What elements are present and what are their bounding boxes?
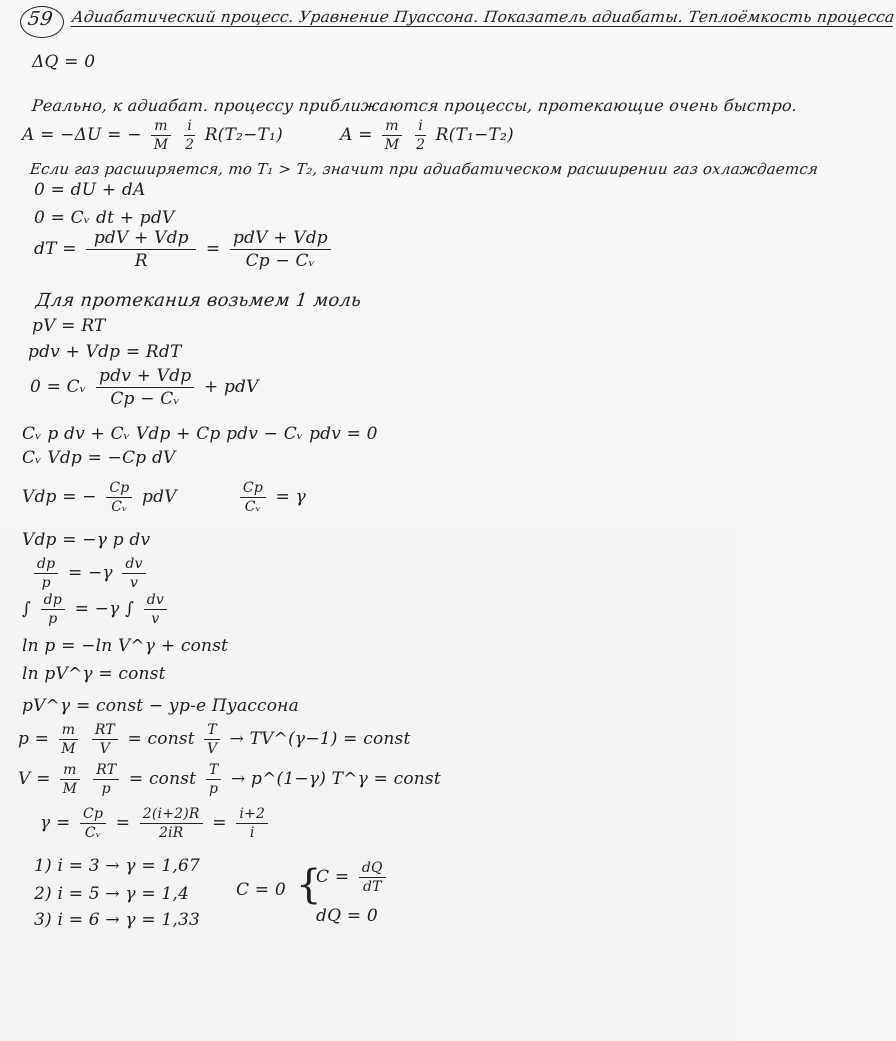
line-poisson: pV^γ = const − ур-е Пуассона <box>22 696 299 716</box>
line-case-2: 2) i = 5 → γ = 1,4 <box>34 884 190 904</box>
line-dp-over-p: $\frac{dp}{p}$ = −γ $\frac{dv}{v}$ <box>30 556 150 591</box>
line-expanded: Cᵥ p dv + Cᵥ Vdp + Cp pdv − Cᵥ pdv = 0 <box>22 424 378 444</box>
line-differential: pdv + Vdp = RdT <box>28 342 182 362</box>
heat-capacity-zero: dQ = 0 <box>316 906 378 926</box>
line-vdp-gamma: Vdp = −γ p dv <box>22 530 151 550</box>
line-log-const: ln pV^γ = const <box>22 664 166 684</box>
line-gamma: γ = $\frac{Cp}{\text{Cᵥ}}$ = $\frac{2(i+2)R}{2iR}$ = $\frac{i+2}{i}$ <box>40 806 272 841</box>
heat-capacity-def: C = $\frac{dQ}{dT}$ <box>316 860 390 895</box>
line-pv-rt: pV = RT <box>32 316 106 336</box>
line-cv-vdp: Cᵥ Vdp = −Cp dV <box>22 448 176 468</box>
line-expansion: Если газ расширяется, то T₁ > T₂, значит при адиабатическом расширении газ охлаждается <box>29 160 820 178</box>
question-number: 59 <box>26 8 55 30</box>
line-one-mole: Для протекания возьмем 1 моль <box>34 290 363 311</box>
frac-m-over-M: $\frac{m}{M}$ <box>151 118 170 153</box>
line-p-form: p = $\frac{m}{M}$ $\frac{RT}{V}$ = const $\frac{T}{V}$ → TV^(γ−1) = const <box>18 722 411 757</box>
line-case-1: 1) i = 3 → γ = 1,67 <box>34 856 201 876</box>
frac-i-over-2: $\frac{i}{2}$ <box>185 118 195 153</box>
line-integral: ∫ $\frac{dp}{p}$ = −γ ∫ $\frac{dv}{v}$ <box>22 592 171 627</box>
line-case-3: 3) i = 6 → γ = 1,33 <box>34 910 201 930</box>
line-v-form: V = $\frac{m}{M}$ $\frac{RT}{p}$ = const $\frac{T}{p}$ → p^(1−γ) T^γ = const <box>18 762 441 797</box>
line-substitution: 0 = Cᵥ $\frac{\text{pdv + Vdp}}{\text{Cp − Cᵥ}}$ + pdV <box>30 366 259 409</box>
line-vdp: Vdp = − $\frac{Cp}{\text{Cᵥ}}$ pdV $\frac{Cp}{\text{Cᵥ}}$ = γ <box>22 480 307 515</box>
curly-brace-icon: { <box>296 862 322 908</box>
line-dT: dT = $\frac{\text{pdV + Vdp}}{R}$ = $\frac{\text{pdV + Vdp}}{\text{Cp − Cᵥ}}$ <box>34 228 335 271</box>
line-dq: ΔQ = 0 <box>32 52 96 72</box>
line-energy-2: 0 = Cᵥ dt + pdV <box>34 208 175 228</box>
line-log: ln p = −ln V^γ + const <box>22 636 229 656</box>
line-real: Реально, к адиабат. процессу приближаются процессы, протекающие очень быстро. <box>31 96 799 115</box>
line-work: A = −ΔU = − $\frac{m}{M}$ $\frac{i}{2}$ R(T₂−T₁) A = $\frac{m}{M}$ $\frac{i}{2}$ R(T₁−T₂) <box>22 118 514 153</box>
page-title: Адиабатический процесс. Уравнение Пуассона. Показатель адиабаты. Теплоёмкость процесса <box>70 8 896 26</box>
line-energy: 0 = dU + dA <box>34 180 146 200</box>
line-heat-capacity: C = 0 <box>236 880 286 900</box>
